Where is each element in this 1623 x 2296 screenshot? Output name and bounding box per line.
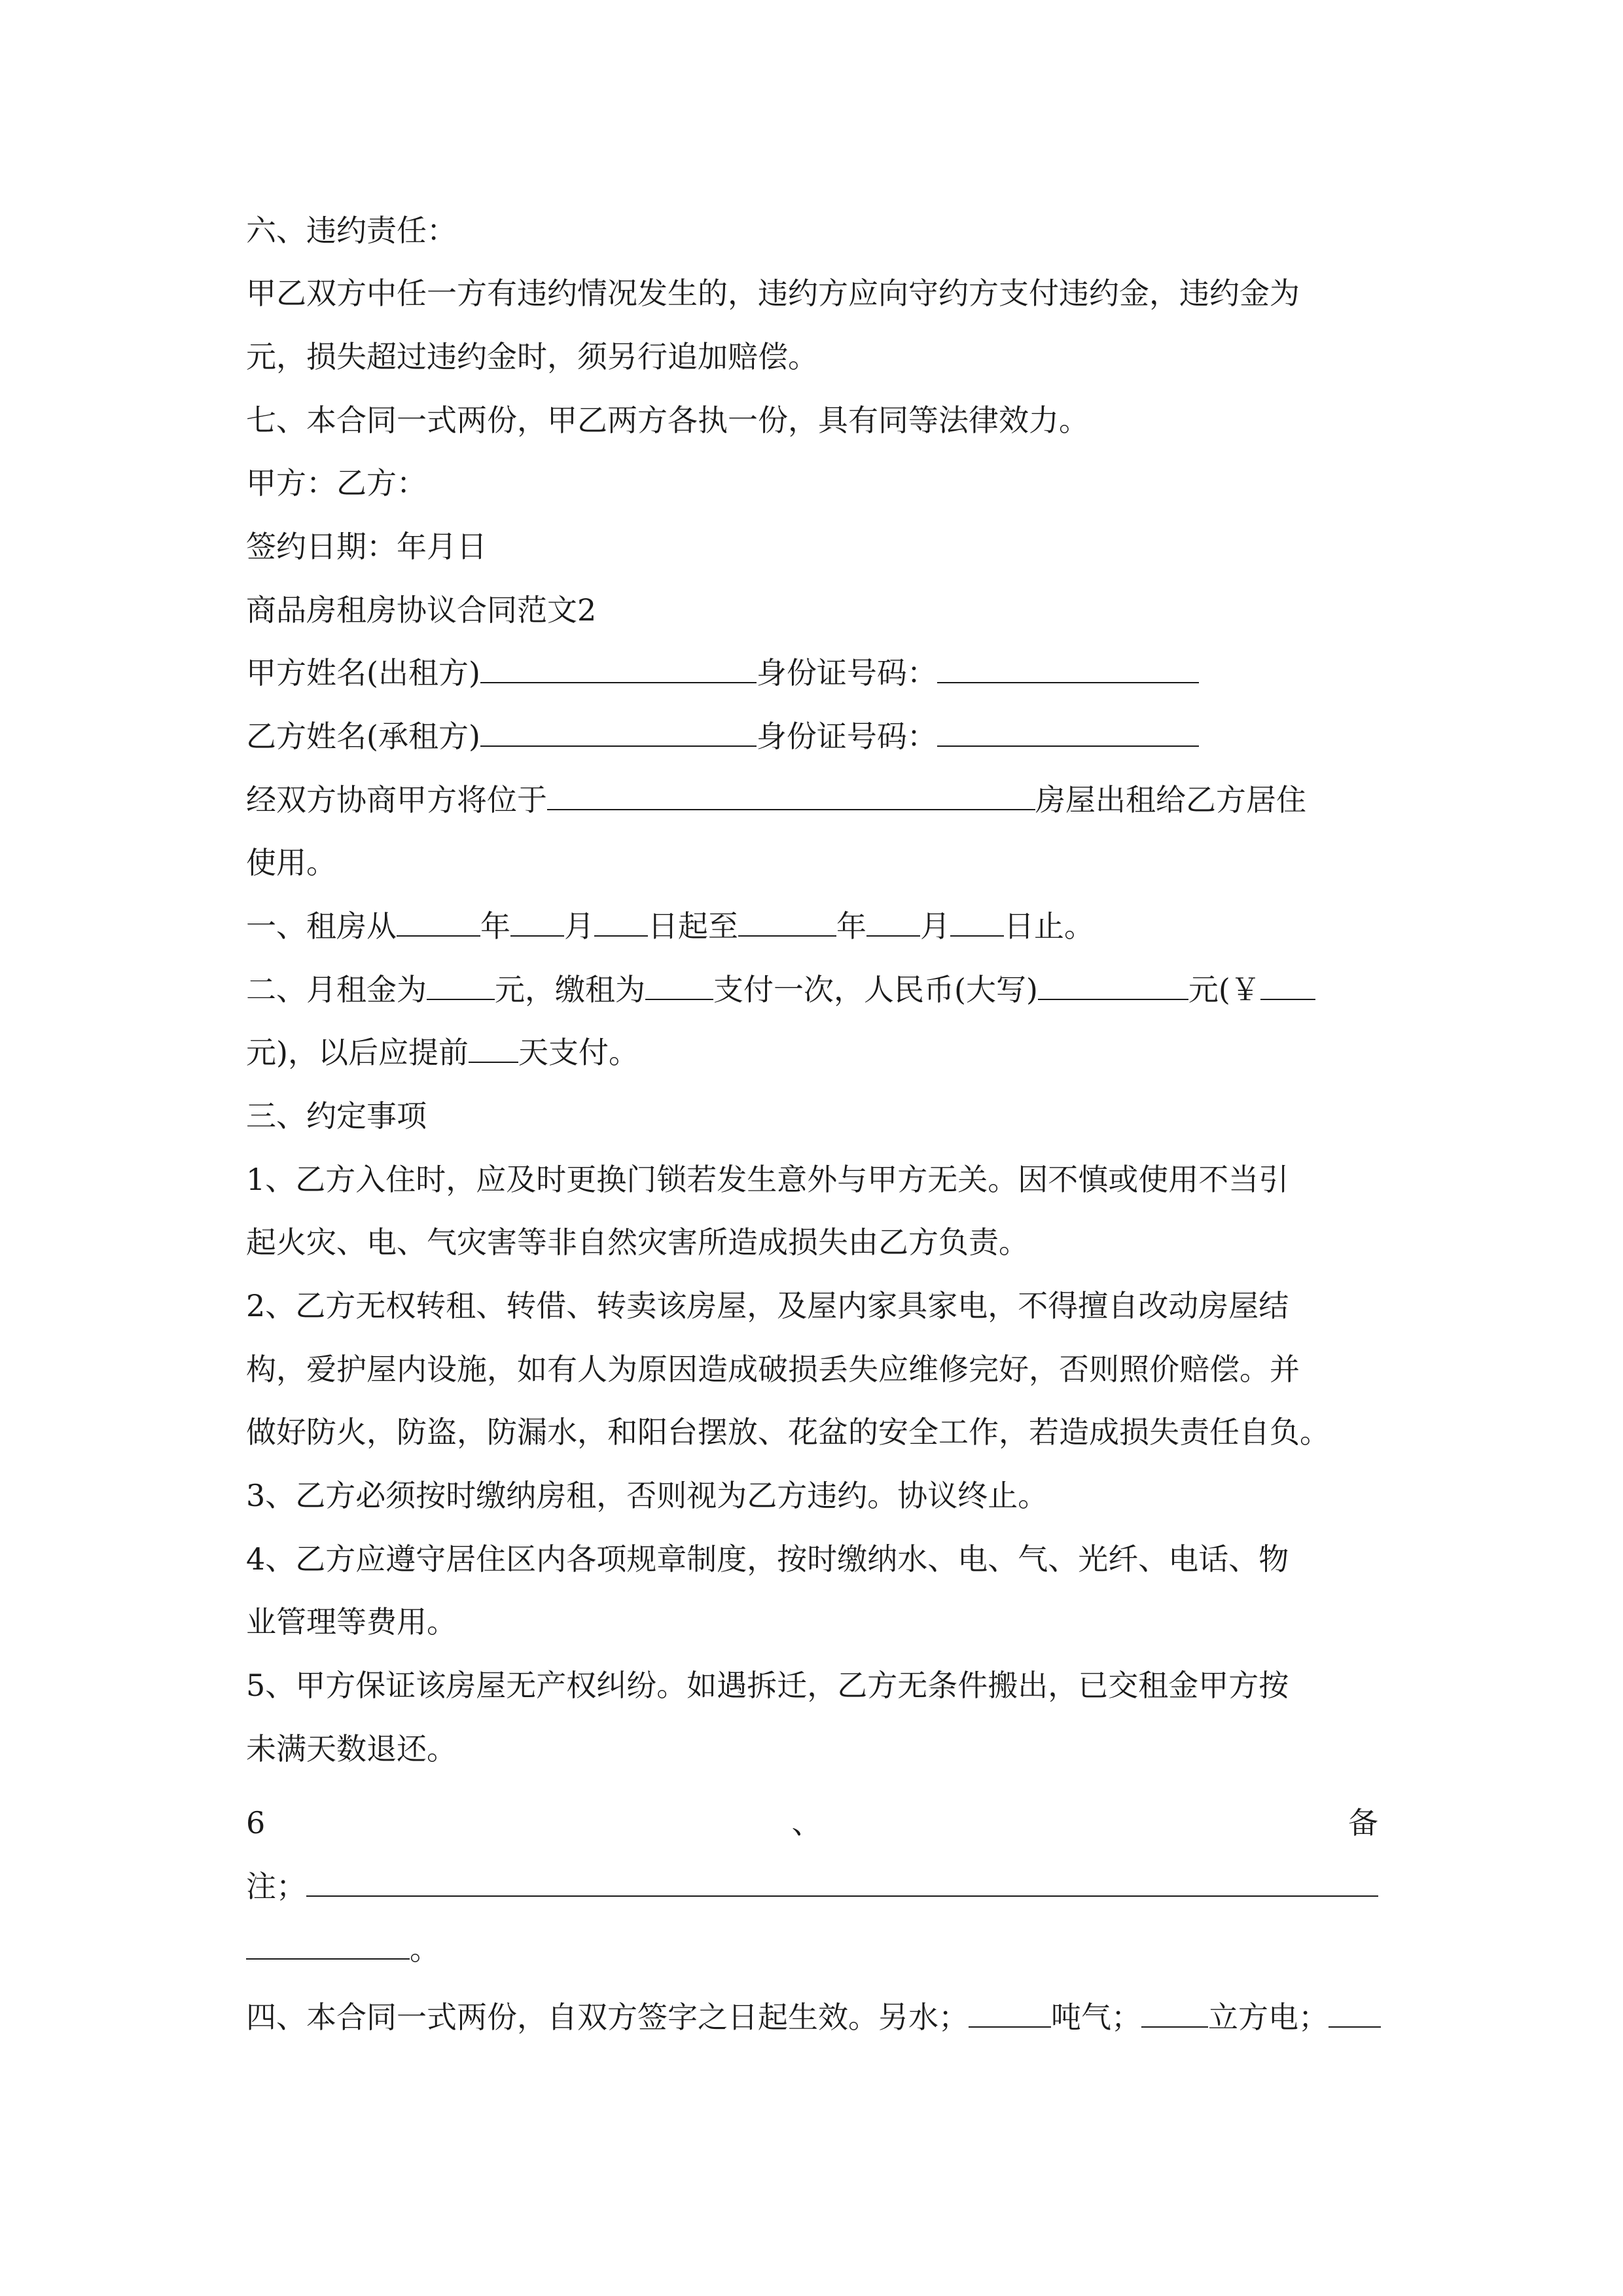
paragraph-line: 甲乙双方中任一方有违约情况发生的，违约方应向守约方支付违约金，违约金为 xyxy=(246,276,1300,311)
lessee-name-blank[interactable] xyxy=(480,715,757,747)
start-month-blank[interactable] xyxy=(510,905,564,937)
paragraph-line: 5、甲方保证该房屋无产权纠纷。如遇拆迁，乙方无条件搬出，已交租金甲方按 xyxy=(246,1668,1289,1703)
paragraph-line: 起火灾、电、气灾害等非自然灾害所造成损失由乙方负责。 xyxy=(246,1225,1029,1260)
remarks-continuation: 。 xyxy=(246,1923,1378,1975)
start-year-blank[interactable] xyxy=(397,905,480,937)
paragraph-line: 做好防火，防盗，防漏水，和阳台摆放、花盆的安全工作，若造成损失责任自负。 xyxy=(246,1414,1330,1450)
paragraph-line: 元，损失超过违约金时，须另行追加赔偿。 xyxy=(246,339,818,374)
lessor-name-blank[interactable] xyxy=(480,652,757,683)
advance-days-blank[interactable] xyxy=(469,1031,518,1063)
end-day-blank[interactable] xyxy=(950,905,1004,937)
section-heading-breach: 六、违约责任： xyxy=(246,213,457,248)
rent-advance-line: 元)，以后应提前 天支付。 xyxy=(246,1026,1378,1079)
lessor-info-line: 甲方姓名(出租方) 身份证号码： xyxy=(246,647,1378,699)
rent-uppercase-blank[interactable] xyxy=(1038,969,1188,1000)
property-location-line: 经双方协商甲方将位于 房屋出租给乙方居住 xyxy=(246,774,1378,826)
paragraph-line: 七、本合同一式两份，甲乙两方各执一份，具有同等法律效力。 xyxy=(246,403,1089,438)
end-month-blank[interactable] xyxy=(866,905,920,937)
remarks-continuation-blank[interactable] xyxy=(246,1928,410,1960)
water-reading-blank[interactable] xyxy=(969,1996,1051,2028)
payment-period-blank[interactable] xyxy=(645,969,713,1000)
electricity-reading-blank[interactable] xyxy=(1329,1996,1381,2028)
paragraph-line: 2、乙方无权转租、转借、转卖该房屋，及屋内家具家电，不得擅自改动房屋结 xyxy=(246,1288,1289,1323)
rent-amount-blank[interactable] xyxy=(1260,969,1315,1000)
paragraph-line: 未满天数退还。 xyxy=(246,1731,457,1767)
paragraph-line: 1、乙方入住时，应及时更换门锁若发生意外与甲方无关。因不慎或使用不当引 xyxy=(246,1162,1289,1197)
remarks-line: 注； xyxy=(246,1860,1378,1912)
signing-date: 签约日期：年月日 xyxy=(246,529,487,564)
lease-period-line: 一、租房从 年 月 日起至 年 月 日止。 xyxy=(246,900,1378,952)
paragraph-line: 构，爱护屋内设施，如有人为原因造成破损丢失应维修完好，否则照价赔偿。并 xyxy=(246,1352,1300,1387)
rent-line: 二、月租金为 元，缴租为 支付一次，人民币(大写) 元(￥ xyxy=(246,963,1378,1016)
lessor-id-blank[interactable] xyxy=(937,652,1199,683)
paragraph-line: 4、乙方应遵守居住区内各项规章制度，按时缴纳水、电、气、光纤、电话、物 xyxy=(246,1541,1289,1577)
gas-reading-blank[interactable] xyxy=(1141,1996,1208,2028)
section-heading-terms: 三、约定事项 xyxy=(246,1098,427,1134)
property-address-blank[interactable] xyxy=(547,779,1035,810)
paragraph-line: 使用。 xyxy=(246,845,336,880)
end-year-blank[interactable] xyxy=(738,905,836,937)
start-day-blank[interactable] xyxy=(594,905,648,937)
utilities-line: 四、本合同一式两份，自双方签字之日起生效。另水； 吨气； 立方电； xyxy=(246,1991,1378,2043)
lessee-info-line: 乙方姓名(承租方) 身份证号码： xyxy=(246,710,1378,762)
monthly-rent-blank[interactable] xyxy=(427,969,495,1000)
document-title: 商品房租房协议合同范文2 xyxy=(246,592,597,628)
paragraph-line: 3、乙方必须按时缴纳房租，否则视为乙方违约。协议终止。 xyxy=(246,1478,1048,1513)
paragraph-line: 业管理等费用。 xyxy=(246,1604,457,1640)
signature-parties: 甲方：乙方： xyxy=(246,465,427,501)
lessee-id-blank[interactable] xyxy=(937,715,1199,747)
item-six-line: 6 、 备 xyxy=(246,1805,1378,1840)
remarks-blank[interactable] xyxy=(306,1865,1378,1897)
